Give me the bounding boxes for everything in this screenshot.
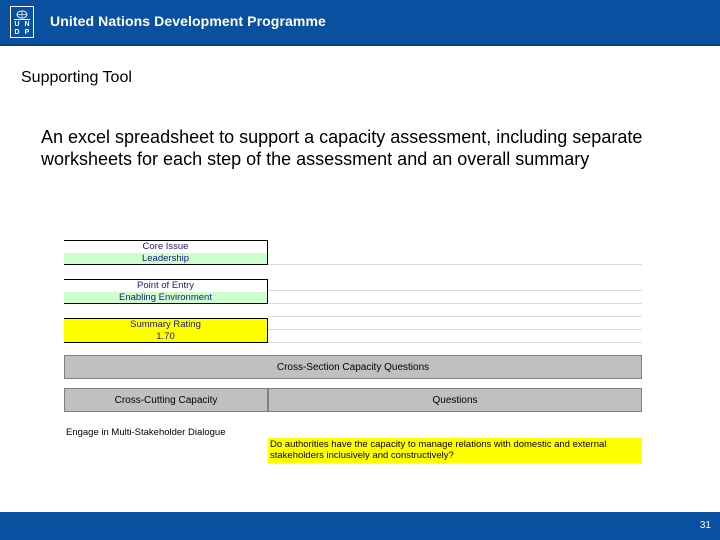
gridline: [268, 290, 642, 291]
cross-section-header: Cross-Section Capacity Questions: [64, 355, 642, 379]
summary-rating-value: 1.70: [64, 331, 268, 343]
page-number: 31: [699, 520, 711, 531]
gridline: [268, 303, 642, 304]
spreadsheet-image: [64, 240, 642, 463]
undp-letters: [12, 21, 32, 37]
un-emblem-icon: [14, 9, 30, 20]
bottom-banner: [0, 512, 720, 540]
gridline: [268, 316, 642, 317]
summary-rating-label: Summary Rating: [64, 318, 268, 331]
capacity-row-question: Do authorities have the capacity to manage relations with domestic and external stakeholders inclusively and constructively?: [268, 438, 642, 463]
gridline: [268, 329, 642, 330]
questions-header: Questions: [268, 388, 642, 412]
undp-logo: [10, 6, 34, 38]
gridline: [268, 342, 642, 343]
logo-letter: U: [14, 21, 20, 28]
point-of-entry-value: Enabling Environment: [64, 292, 268, 304]
logo-letter: D: [14, 29, 20, 36]
slide-title: Supporting Tool: [21, 69, 132, 86]
core-issue-label: Core Issue: [64, 240, 268, 253]
cross-cutting-header: Cross-Cutting Capacity: [64, 388, 268, 412]
slide-bullet-text: An excel spreadsheet to support a capacity assessment, including separate worksheets for each step of the assessment and an overall summary: [41, 127, 643, 169]
top-banner: [0, 0, 720, 46]
core-issue-value: Leadership: [64, 253, 268, 265]
organization-title: United Nations Development Programme: [50, 13, 326, 29]
logo-letter: N: [24, 21, 30, 28]
logo-letter: P: [24, 29, 30, 36]
point-of-entry-label: Point of Entry: [64, 279, 268, 292]
gridline: [268, 264, 642, 265]
capacity-row-label: Engage in Multi-Stakeholder Dialogue: [66, 427, 226, 438]
